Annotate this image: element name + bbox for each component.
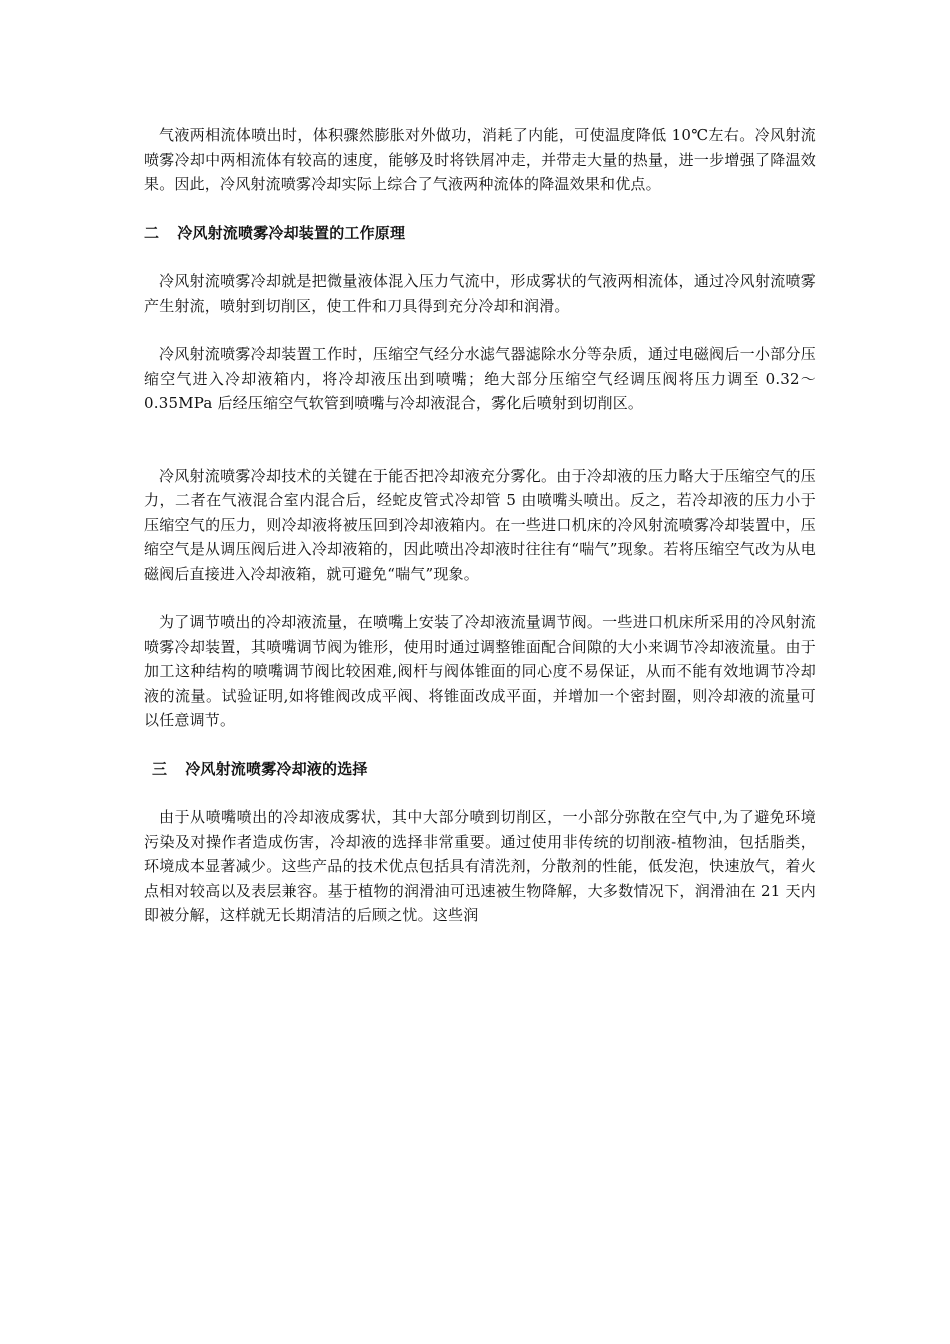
section-heading-working-principle [144,221,816,246]
paragraph-spacer [144,733,816,757]
section-number: 二 [144,223,160,242]
document-page [144,123,816,928]
paragraph-spacer [144,318,816,342]
paragraph-atomization-key: 冷风射流喷雾冷却技术的关键在于能否把冷却液充分雾化。由于冷却液的压力略大于压缩空气的压力，二者在气液混合室内混合后，经蛇皮管式冷却管 5 由喷嘴头喷出。反之，若冷却液的压力小于压缩空气的压力，则冷却液将被压回到冷却液箱内。在一些进口机床的冷风射流喷雾冷却装置中，压缩空气是从调压阀后进入冷却液箱的，因此喷出冷却液时往往有“喘气”现象。若将压缩空气改为从电磁阀后直接进入冷却液箱，就可避免“喘气”现象。 [144,466,816,583]
paragraph-spacer [144,416,816,464]
paragraph-coolant-selection: 由于从喷嘴喷出的冷却液成雾状，其中大部分喷到切削区，一小部分弥散在空气中,为了避免环境污染及对操作者造成伤害，冷却液的选择非常重要。通过使用非传统的切削液-植物油，包括脂类，环境成本显著减少。这些产品的技术优点包括具有清洗剂，分散剂的性能，低发泡，快速放气，着火点相对较高以及表层兼容。基于植物的润滑油可迅速被生物降解，大多数情况下，润滑油在 21 天内即被分解，这样就无长期清洁的后顾之忧。这些润 [144,808,816,924]
section-title: 冷风射流喷雾冷却液的选择 [185,759,368,778]
paragraph-spacer [144,586,816,610]
paragraph-definition: 冷风射流喷雾冷却就是把微量液体混入压力气流中，形成雾状的气液两相流体，通过冷风射流喷雾产生射流，喷射到切削区，使工件和刀具得到充分冷却和润滑。 [144,272,816,315]
section-number: 三 [152,759,168,778]
paragraph-gas-liquid-expansion: 气液两相流体喷出时，体积骤然膨胀对外做功，消耗了内能，可使温度降低 10℃左右。冷风射流喷雾冷却中两相流体有较高的速度，能够及时将铁屑冲走，并带走大量的热量，进一步增强了降温效果。因此，冷风射流喷雾冷却实际上综合了气液两种流体的降温效果和优点。 [144,126,816,193]
paragraph-flow-regulation: 为了调节喷出的冷却液流量，在喷嘴上安装了冷却液流量调节阀。一些进口机床所采用的冷风射流喷雾冷却装置，其喷嘴调节阀为锥形，使用时通过调整锥面配合间隙的大小来调节冷却液流量。由于加工这种结构的喷嘴调节阀比较困难,阀杆与阀体锥面的同心度不易保证，从而不能有效地调节冷却液的流量。试验证明,如将锥阀改成平阀、将锥面改成平面，并增加一个密封圈，则冷却液的流量可以任意调节。 [144,613,816,729]
section-heading-coolant-selection [144,757,816,782]
paragraph-spacer [144,197,816,221]
paragraph-spacer [144,245,816,269]
section-title: 冷风射流喷雾冷却装置的工作原理 [177,223,406,242]
paragraph-device-operation: 冷风射流喷雾冷却装置工作时，压缩空气经分水滤气器滤除水分等杂质，通过电磁阀后一小部分压缩空气进入冷却液箱内，将冷却液压出到喷嘴；绝大部分压缩空气经调压阀将压力调至 0.32～0.35MPa 后经压缩空气软管到喷嘴与冷却液混合，雾化后喷射到切削区。 [144,345,816,412]
paragraph-spacer [144,781,816,805]
